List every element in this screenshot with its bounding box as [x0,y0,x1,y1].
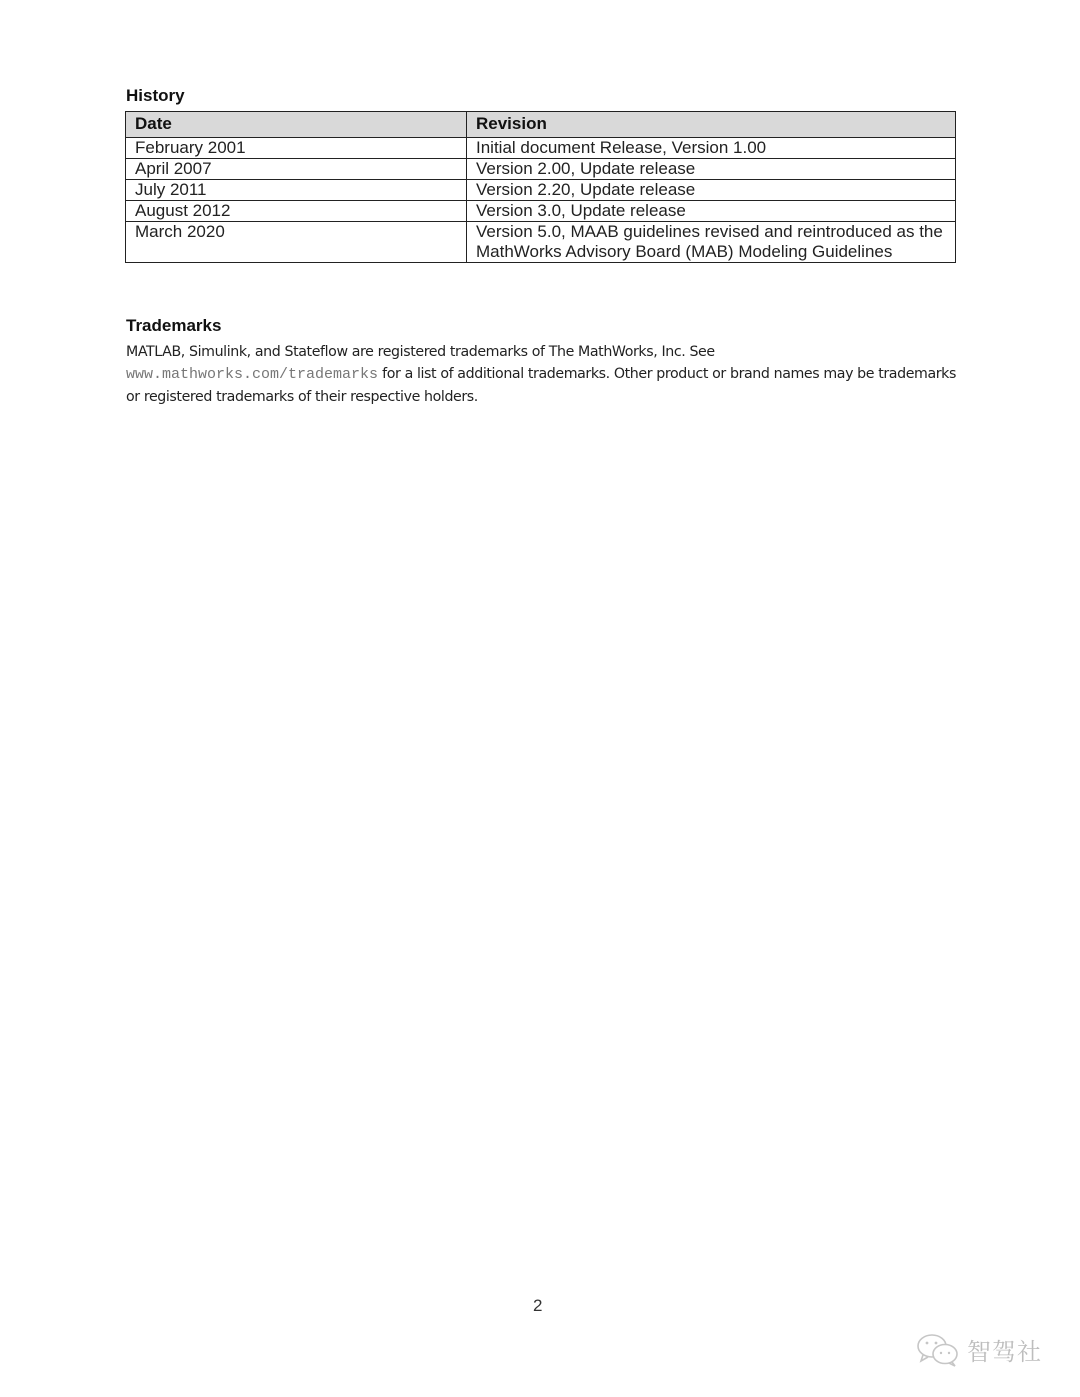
page-number: 2 [533,1296,543,1315]
trademarks-heading: Trademarks [126,316,222,335]
watermark-text: 智驾社 [967,1338,1042,1366]
wechat-icon [915,1333,961,1367]
date-cell: March 2020 [126,222,467,263]
table-row [126,222,956,263]
trademarks-text-after: for a list of additional trademarks. Other product or brand names may be trademarks or registered trademarks of their respective holders. [126,366,956,405]
table-row [126,180,956,201]
column-header-revision: Revision [467,112,956,138]
trademarks-link[interactable]: www.mathworks.com/trademarks [126,366,379,383]
table-row [126,138,956,159]
history-table [125,111,956,263]
trademarks-paragraph [126,341,966,408]
trademarks-text-before: MATLAB, Simulink, and Stateflow are registered trademarks of The MathWorks, Inc. See [126,344,715,360]
table-row [126,159,956,180]
revision-cell: Version 2.20, Update release [467,180,956,201]
history-heading: History [126,86,185,105]
date-cell: April 2007 [126,159,467,180]
column-header-date: Date [126,112,467,138]
table-row [126,201,956,222]
revision-cell: Version 3.0, Update release [467,201,956,222]
revision-cell: Initial document Release, Version 1.00 [467,138,956,159]
table-header-row [126,112,956,138]
revision-cell: Version 2.00, Update release [467,159,956,180]
date-cell: July 2011 [126,180,467,201]
date-cell: August 2012 [126,201,467,222]
date-cell: February 2001 [126,138,467,159]
watermark [915,1332,1042,1367]
revision-cell: Version 5.0, MAAB guidelines revised and reintroduced as the MathWorks Advisory Board (MAB) Modeling Guidelines [467,222,956,263]
